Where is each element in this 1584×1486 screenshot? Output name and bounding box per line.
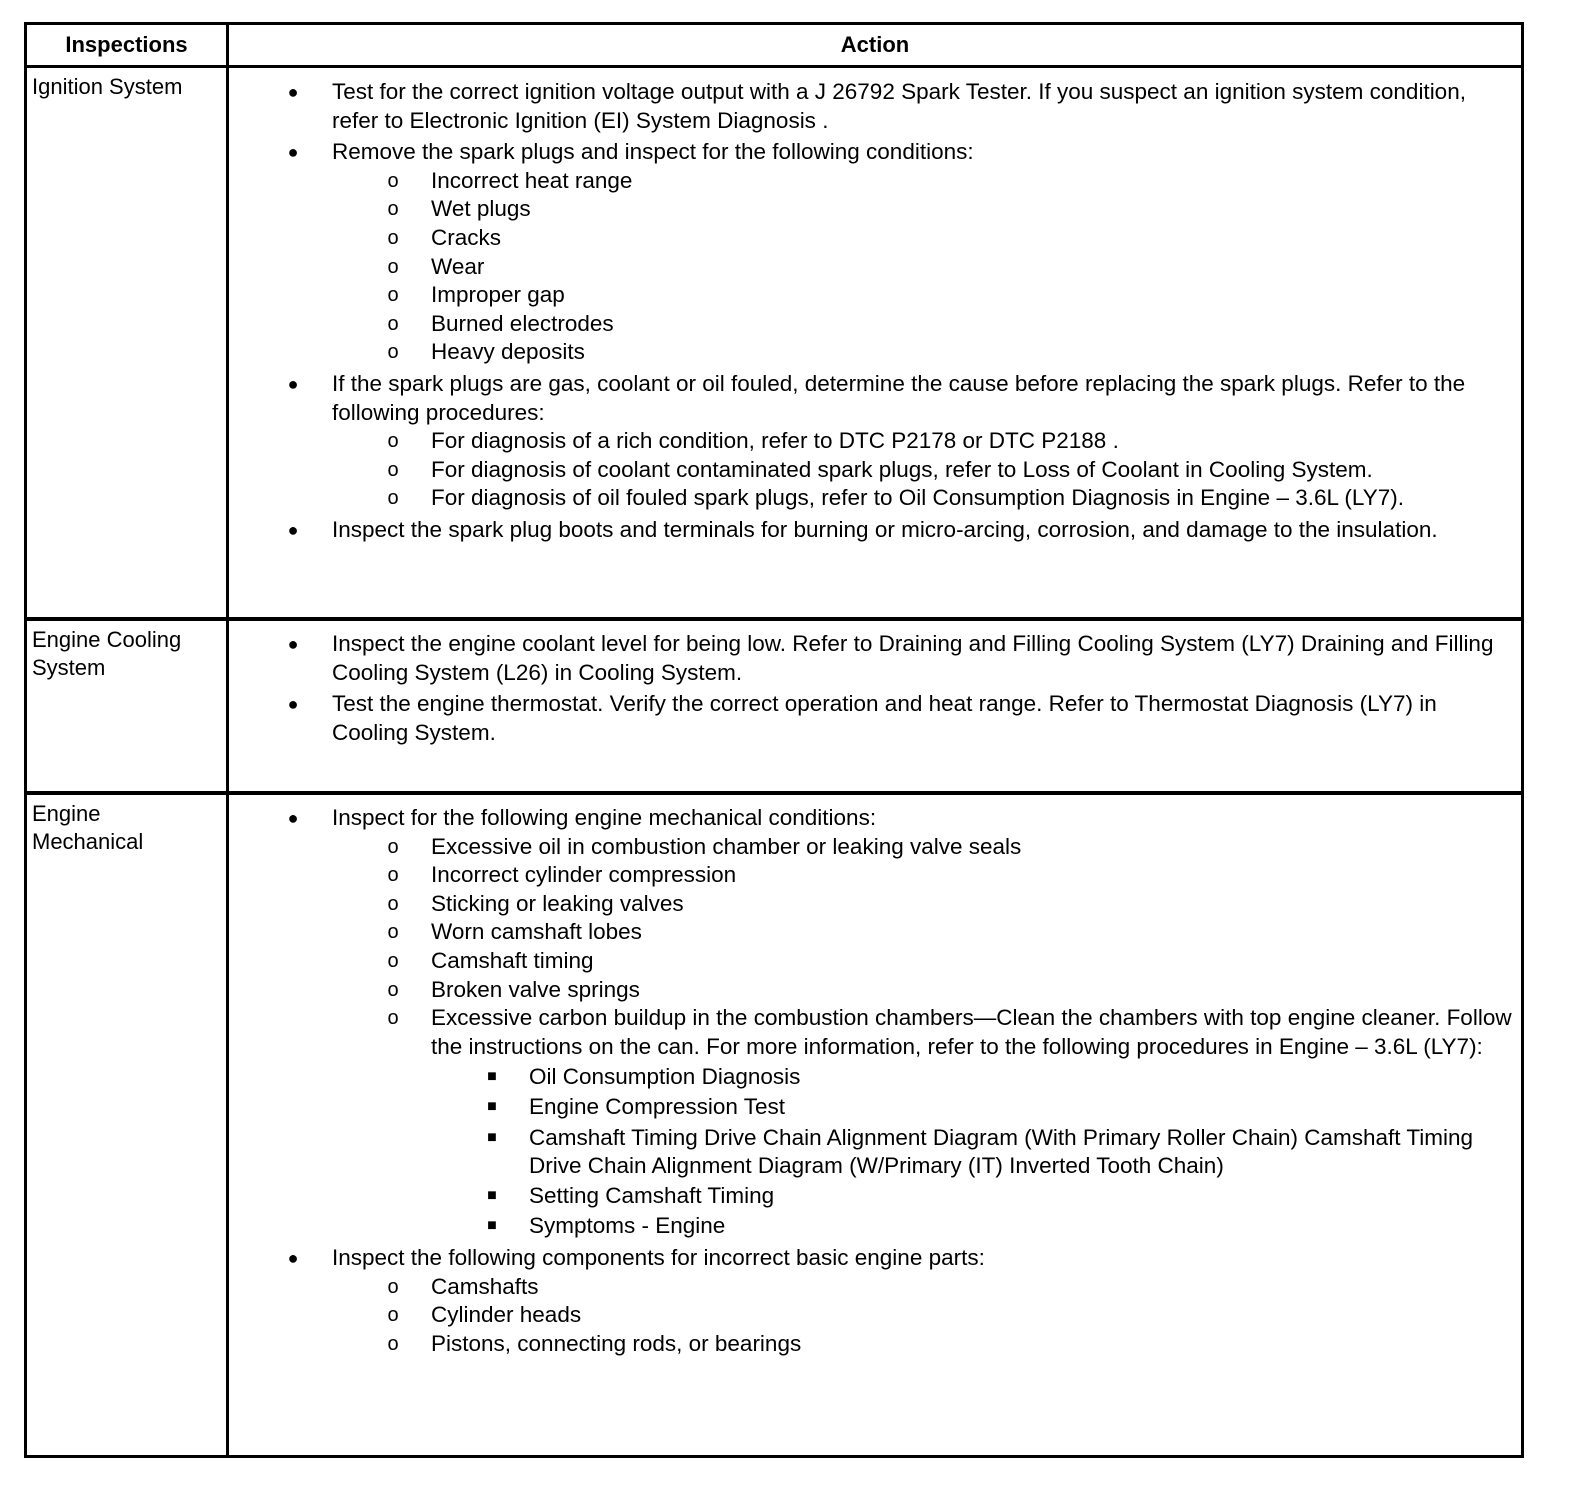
item-text: Inspect for the following engine mechanical conditions:: [332, 805, 877, 830]
sub-list-item: o Improper gap: [233, 281, 1515, 310]
list-item: [233, 1244, 1515, 1358]
list-item: [233, 804, 1515, 1241]
sub-list-item: o Pistons, connecting rods, or bearings: [233, 1330, 1515, 1359]
sub-list-item: o Wet plugs: [233, 195, 1515, 224]
row-ignition-action: [233, 78, 1515, 548]
item-text: Inspect the spark plug boots and terminals for burning or micro-arcing, corrosion, and damage to the insulation.: [332, 516, 1438, 542]
square-bullet-icon: ■: [487, 1187, 497, 1205]
circle-bullet-icon: o: [387, 487, 399, 510]
bullet-icon: ●: [287, 373, 299, 394]
row-divider: [27, 617, 1521, 621]
sub-list-item: o Incorrect heat range: [233, 167, 1515, 196]
bullet-icon: ●: [287, 808, 299, 828]
list-item: [233, 78, 1515, 135]
list-item: [233, 516, 1515, 545]
sub-list-item: o Burned electrodes: [233, 310, 1515, 339]
bullet-icon: ●: [287, 1247, 299, 1268]
sub-list-item: o Excessive oil in combustion chamber or leaking valve seals: [233, 833, 1515, 862]
sub-list-item: o Worn camshaft lobes: [233, 918, 1515, 947]
bullet-icon: ●: [287, 82, 299, 102]
circle-bullet-icon: o: [387, 169, 399, 192]
item-text: If the spark plugs are gas, coolant or oil fouled, determine the cause before replacing the spark plugs. Refer to the following procedures:: [332, 370, 1466, 425]
sub-list-item: o Heavy deposits: [233, 338, 1515, 367]
circle-bullet-icon: o: [387, 892, 399, 915]
circle-bullet-icon: o: [387, 341, 399, 364]
sub-list-item: o Sticking or leaking valves: [233, 890, 1515, 919]
item-text: Remove the spark plugs and inspect for the following conditions:: [332, 139, 974, 165]
item-text: Test the engine thermostat. Verify the correct operation and heat range. Refer to Thermostat Diagnosis (LY7) in Cooling System.: [332, 691, 1437, 745]
sub-list-item: o Excessive carbon buildup in the combustion chambers—Clean the chambers with top engine cleaner. Follow the instructions on the can. For more information, refer to the following procedures in Engine – 3.6L (LY7): ■ Oil Consumption Diagnosis ■ Engine Compression Test ■ Camshaft Timing Drive Chain Alignment Diagram (With Primary Roller Chain) Camshaft Timing Drive Chain Alignment Diagram (W/Primary (IT) Inverted Tooth Chain) ■ Setting Camshaft Timing ■ Symptoms - Engine: [233, 1004, 1515, 1241]
header-action: Action: [840, 32, 910, 57]
header-inspections: Inspections: [65, 32, 188, 57]
circle-bullet-icon: o: [387, 1007, 399, 1030]
sub-sub-list-item: ■ Symptoms - Engine: [233, 1212, 1515, 1241]
square-bullet-icon: ■: [487, 1098, 497, 1116]
header-divider: [27, 65, 1521, 68]
square-bullet-icon: ■: [487, 1128, 497, 1146]
circle-bullet-icon: o: [387, 458, 399, 481]
column-divider: [226, 25, 229, 1455]
circle-bullet-icon: o: [387, 835, 399, 858]
bullet-icon: ●: [287, 519, 299, 540]
circle-bullet-icon: o: [387, 1304, 399, 1327]
circle-bullet-icon: o: [387, 949, 399, 972]
row-cooling-action: [233, 630, 1515, 750]
sub-list-item: o For diagnosis of coolant contaminated spark plugs, refer to Loss of Coolant in Cooling System.: [233, 456, 1515, 485]
sub-sub-list-item: ■ Camshaft Timing Drive Chain Alignment Diagram (With Primary Roller Chain) Camshaft Timing Drive Chain Alignment Diagram (W/Primary (IT) Inverted Tooth Chain): [233, 1124, 1515, 1181]
sub-list-item: o Camshafts: [233, 1273, 1515, 1302]
sub-sub-list-item: ■ Setting Camshaft Timing: [233, 1182, 1515, 1211]
square-bullet-icon: ■: [487, 1217, 497, 1235]
row-ignition-inspection: Ignition System: [32, 74, 183, 99]
list-item: [233, 630, 1515, 687]
inspection-table: [24, 22, 1524, 1458]
row-mechanical-inspection: Engine Mechanical: [32, 801, 144, 854]
circle-bullet-icon: o: [387, 1275, 399, 1298]
list-item: [233, 690, 1515, 747]
sub-list-item: o Cylinder heads: [233, 1301, 1515, 1330]
sub-list-item: o Wear: [233, 253, 1515, 282]
sub-list-item: o Camshaft timing: [233, 947, 1515, 976]
circle-bullet-icon: o: [387, 198, 399, 221]
bullet-icon: ●: [287, 142, 299, 163]
item-text: Inspect the engine coolant level for being low. Refer to Draining and Filling Cooling System (LY7) Draining and Filling Cooling System (L26) in Cooling System.: [332, 631, 1494, 685]
sub-list-item: o Incorrect cylinder compression: [233, 861, 1515, 890]
sub-list-item: o For diagnosis of a rich condition, refer to DTC P2178 or DTC P2188 .: [233, 427, 1515, 456]
sub-sub-list-item: ■ Engine Compression Test: [233, 1093, 1515, 1122]
item-text: Inspect the following components for incorrect basic engine parts:: [332, 1244, 985, 1270]
row-divider: [27, 791, 1521, 795]
item-text: Test for the correct ignition voltage output with a J 26792 Spark Tester. If you suspect an ignition system condition, refer to Electronic Ignition (EI) System Diagnosis .: [332, 79, 1466, 133]
sub-sub-list-item: ■ Oil Consumption Diagnosis: [233, 1063, 1515, 1092]
bullet-icon: ●: [287, 694, 299, 715]
row-cooling-inspection: Engine Cooling System: [32, 627, 182, 680]
list-item: [233, 138, 1515, 367]
circle-bullet-icon: o: [387, 978, 399, 1001]
circle-bullet-icon: o: [387, 226, 399, 249]
row-mechanical-action: [233, 804, 1515, 1361]
sub-list-item: o For diagnosis of oil fouled spark plugs, refer to Oil Consumption Diagnosis in Engine – 3.6L (LY7).: [233, 484, 1515, 513]
circle-bullet-icon: o: [387, 1332, 399, 1355]
sub-list-item: o Broken valve springs: [233, 976, 1515, 1005]
square-bullet-icon: ■: [487, 1068, 497, 1086]
circle-bullet-icon: o: [387, 255, 399, 278]
list-item: [233, 370, 1515, 513]
circle-bullet-icon: o: [387, 312, 399, 335]
circle-bullet-icon: o: [387, 284, 399, 307]
circle-bullet-icon: o: [387, 430, 399, 453]
sub-list-item: o Cracks: [233, 224, 1515, 253]
circle-bullet-icon: o: [387, 921, 399, 944]
circle-bullet-icon: o: [387, 864, 399, 887]
bullet-icon: ●: [287, 634, 299, 654]
